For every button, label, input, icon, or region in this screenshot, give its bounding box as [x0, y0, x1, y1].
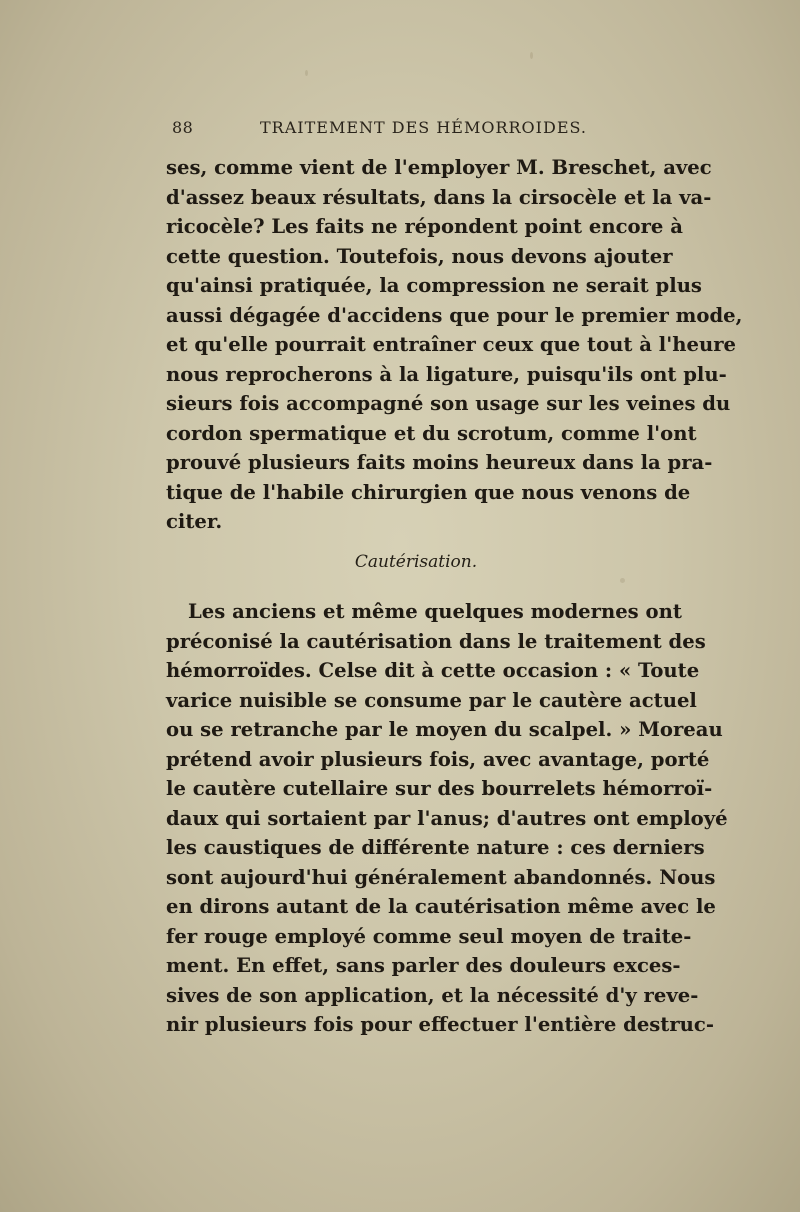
paper-stain [620, 578, 625, 583]
text-line: les caustiques de différente nature : ces derniers [166, 836, 705, 859]
text-line: fer rouge employé comme seul moyen de traite- [166, 924, 692, 948]
text-line: ment. En effet, sans parler des douleurs exces- [166, 954, 681, 977]
running-title: TRAITEMENT DES HÉMORROIDES. [260, 118, 587, 137]
text-line: prétend avoir plusieurs fois, avec avantage, porté [166, 747, 710, 771]
text-line: sont aujourd'hui généralement abandonnés. Nous [166, 865, 716, 889]
text-line: Les anciens et même quelques modernes ont [188, 600, 682, 623]
section-heading: Cautérisation. [354, 552, 478, 572]
page-number: 88 [172, 118, 194, 137]
text-line: nous reprocherons à la ligature, puisqu'ils ont plu- [166, 362, 727, 386]
text-line: citer. [166, 510, 223, 533]
text-line: ses, comme vient de l'employer M. Breschet, avec [166, 156, 712, 179]
text-line: tique de l'habile chirurgien que nous venons de [166, 480, 691, 504]
text-line: daux qui sortaient par l'anus; d'autres ont employé [166, 806, 728, 830]
text-line: prouvé plusieurs faits moins heureux dans la pra- [166, 451, 713, 474]
text-line: aussi dégagée d'accidens que pour le premier mode, [166, 303, 743, 327]
text-line: en dirons autant de la cautérisation même avec le [166, 895, 716, 918]
text-line: hémorroïdes. Celse dit à cette occasion : « Toute [166, 659, 700, 682]
text-line: cette question. Toutefois, nous devons ajouter [166, 244, 673, 268]
text-line: ou se retranche par le moyen du scalpel. » Moreau [166, 718, 723, 741]
text-line: le cautère cutellaire sur des bourrelets hémorroï- [166, 777, 713, 800]
text-line: sives de son application, et la nécessité d'y reve- [166, 983, 699, 1007]
text-line: varice nuisible se consume par le cautère actuel [166, 688, 697, 712]
text-line: préconisé la cautérisation dans le traitement des [166, 629, 706, 653]
paper-stain [530, 52, 533, 59]
text-line: ricocèle? Les faits ne répondent point encore à [166, 215, 683, 238]
paragraph-cauterisation [166, 597, 728, 1040]
paper-stain [305, 70, 308, 76]
text-line: nir plusieurs fois pour effectuer l'entière destruc- [166, 1013, 714, 1036]
page-header [172, 118, 672, 140]
text-line: et qu'elle pourrait entraîner ceux que tout à l'heure [166, 333, 736, 356]
text-line: d'assez beaux résultats, dans la cirsocèle et la va- [166, 185, 712, 209]
text-line: qu'ainsi pratiquée, la compression ne serait plus [166, 274, 702, 297]
text-line: sieurs fois accompagné son usage sur les veines du [166, 392, 731, 415]
paragraph-continuation [166, 153, 743, 537]
text-line: cordon spermatique et du scrotum, comme l'ont [166, 421, 697, 445]
